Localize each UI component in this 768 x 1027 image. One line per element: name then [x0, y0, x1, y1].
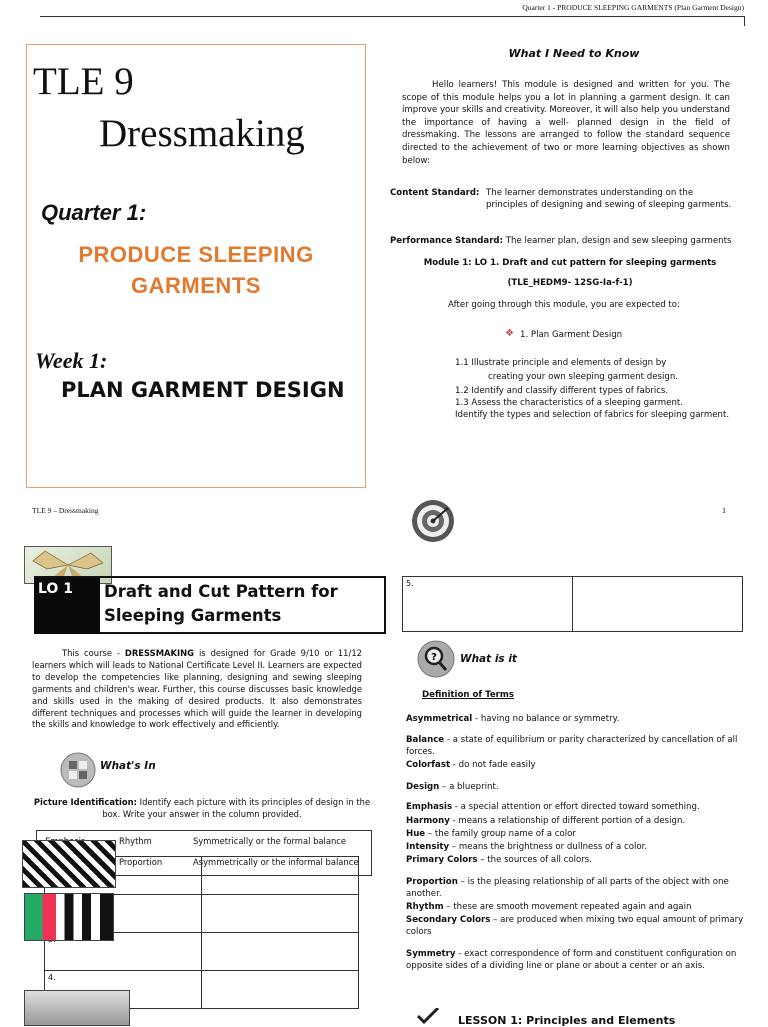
definition-term: Colorfast: [406, 760, 451, 770]
definition-separator: –: [490, 915, 501, 925]
target-icon: [410, 498, 456, 544]
objectives-intro: After going through this module, you are expected to:: [448, 300, 680, 310]
objective-1-1-line1: 1.1 Illustrate principle and elements of design by: [455, 358, 667, 368]
content-standard-text: The learner demonstrates understanding on the principles of designing and sewing of sleeping garments.: [486, 188, 732, 210]
cover-title-line2: GARMENTS: [131, 273, 261, 298]
header-rule: [40, 16, 745, 17]
definition-text: the sources of all colors.: [487, 855, 592, 865]
running-header: [0, 0, 768, 30]
zebra-flower-image: [24, 893, 114, 941]
definition-text: the family group name of a color: [434, 829, 576, 839]
objective-1-3: 1.3 Assess the characteristics of a sleeping garment.: [455, 398, 683, 408]
module-title: Module 1: LO 1. Draft and cut pattern for sleeping garments: [423, 258, 717, 268]
definition-term: Asymmetrical: [406, 714, 473, 724]
objective-1-4: Identify the types and selection of fabrics for sleeping garment.: [455, 410, 730, 420]
answer-cell[interactable]: [573, 577, 743, 632]
definition-item: [406, 781, 744, 793]
content-standard-label: Content Standard:: [390, 188, 480, 198]
cover-title: [27, 239, 365, 301]
definition-term: Hue: [406, 829, 426, 839]
choice-rhythm: Rhythm: [119, 836, 152, 846]
definition-separator: –: [449, 842, 459, 852]
lo-title: Draft and Cut Pattern for Sleeping Garments: [104, 582, 338, 625]
performance-standard: [390, 236, 731, 246]
definition-text: a state of equilibrium or parity characterized by cancellation of all forces.: [406, 735, 738, 757]
definition-term: Balance: [406, 735, 445, 745]
definition-separator: –: [477, 855, 488, 865]
definition-separator: -: [450, 760, 459, 770]
pattern-image: [22, 840, 116, 888]
answer-table-continued: [402, 576, 743, 632]
running-title: Quarter 1 - PRODUCE SLEEPING GARMENTS (Plan Garment Design): [522, 3, 744, 12]
cover-week-title: PLAN GARMENT DESIGN: [61, 378, 345, 402]
definition-text: a special attention or effort directed toward something.: [460, 802, 700, 812]
objective-1-2: 1.2 Identify and classify different types of fabrics.: [455, 386, 669, 396]
definition-separator: –: [425, 829, 435, 839]
definition-text: do not fade easily: [458, 760, 536, 770]
footer-course: TLE 9 – Dressmaking: [32, 506, 99, 515]
definition-item: [406, 713, 744, 725]
picture-identification-instructions: [32, 796, 372, 820]
objective-1: 1. Plan Garment Design: [520, 330, 623, 340]
picture-identification-label: Picture Identification:: [33, 797, 137, 807]
objective-bullet-icon: ❖: [505, 328, 514, 339]
checkmark-icon: [414, 1008, 442, 1024]
section-heading-need-to-know: What I Need to Know: [508, 47, 640, 60]
cover-quarter: Quarter 1:: [41, 200, 147, 225]
choice-proportion: Proportion: [119, 857, 163, 867]
definition-text: are produced when mixing two equal amount of primary colors: [406, 915, 744, 937]
definition-item: [406, 801, 744, 813]
magnifier-icon: [417, 640, 455, 678]
puzzle-icon: [60, 752, 96, 788]
definition-text: a blueprint.: [449, 782, 499, 792]
cover-week: Week 1:: [35, 348, 108, 373]
cover-subject: TLE 9: [33, 60, 134, 103]
intro-paragraph: Hello learners! This module is designed and written for you. The scope of this module helps you a lot in planning a garment design. It can improve your skills and creativity. Moreover, it will also help you understand the importance of having a well- planned design in the field of dressmaking. The lessons are arranged to follow the standard sequence directed to the achievement of two or more learning objectives as shown below:: [402, 80, 730, 166]
definition-term: Emphasis: [406, 802, 453, 812]
header-rule-corner: [744, 16, 745, 26]
definition-term: Primary Colors: [406, 855, 478, 865]
definition-item: [406, 876, 744, 900]
definition-separator: -: [452, 802, 461, 812]
definition-text: these are smooth movement repeated again and again: [453, 902, 692, 912]
definition-text: means a relationship of different portion of a design.: [458, 816, 686, 826]
picture-cell: 4.: [45, 971, 202, 1009]
table-row: [403, 577, 743, 632]
definition-item: [406, 828, 744, 840]
definition-separator: -: [444, 735, 453, 745]
section-heading-whats-in: What's In: [100, 760, 156, 772]
definition-term: Proportion: [406, 877, 458, 887]
definition-item: [406, 948, 744, 972]
cover-title-line1: PRODUCE SLEEPING: [78, 242, 314, 267]
definition-text: means the brightness or dullness of a color.: [458, 842, 648, 852]
definition-term: Rhythm: [406, 902, 444, 912]
definition-item: [406, 815, 744, 827]
section-heading-what-is-it: What is it: [460, 653, 517, 665]
picture-cell: 5.: [403, 577, 573, 632]
definition-item: [406, 914, 744, 938]
definition-separator: –: [443, 902, 454, 912]
cover-box: [26, 44, 366, 488]
course-description: [32, 648, 362, 731]
fan-image: [24, 990, 130, 1026]
definition-of-terms-heading: Definition of Terms: [422, 690, 514, 700]
definition-term: Secondary Colors: [406, 915, 491, 925]
definition-separator: -: [449, 816, 459, 826]
course-description-pre: This course -: [62, 648, 125, 658]
definition-term: Harmony: [406, 816, 450, 826]
answer-cell[interactable]: [202, 857, 359, 895]
lesson-heading: LESSON 1: Principles and Elements: [458, 1014, 676, 1027]
definition-item: [406, 901, 744, 913]
definition-separator: –: [439, 782, 450, 792]
page-number: 1: [722, 506, 726, 515]
definition-separator: –: [457, 877, 468, 887]
cover-course: Dressmaking: [99, 112, 305, 155]
definition-item: [406, 734, 744, 758]
definition-text: exact correspondence of form and constituent configuration on opposite sides of a dividing line or plane or about a center or an axis.: [406, 949, 737, 971]
course-name: DRESSMAKING: [124, 648, 195, 658]
definition-term: Symmetry: [406, 949, 456, 959]
answer-cell[interactable]: [202, 895, 359, 933]
definition-separator: -: [455, 949, 465, 959]
objective-1-1-line2: creating your own sleeping garment design.: [488, 372, 678, 382]
performance-standard-text: The learner plan, design and sew sleeping garments: [503, 236, 732, 246]
answer-cell[interactable]: [202, 933, 359, 971]
definition-text: having no balance or symmetry.: [480, 714, 620, 724]
module-code: (TLE_HEDM9- 12SG-Ia-f-1): [507, 278, 633, 288]
picture-identification-text: Identify each picture with its principles of design in the box. Write your answer in the column provided.: [102, 797, 371, 819]
choice-informal-balance: Asymmetrically or the informal balance: [193, 857, 359, 867]
svg-text:?: ?: [431, 652, 437, 663]
choice-formal-balance: Symmetrically or the formal balance: [193, 836, 347, 846]
lo-tag: LO 1: [34, 578, 100, 634]
course-description-body: is designed for Grade 9/10 or 11/12 learners which will leads to National Certificate Level II. Learners are expected to develop the competencies like planning, designing and sewing sleeping garments and children's wear. Further, this course discusses basic knowledge and skills used in the making of desired products. It also demonstrates different techniques and processes which will guide the learner in developing the skills and knowledge to work effectively and efficiently.: [32, 648, 362, 730]
definition-item: [406, 854, 744, 866]
definition-text: is the pleasing relationship of all parts of the object with one another.: [406, 877, 729, 899]
definition-term: Design: [406, 782, 440, 792]
definition-term: Intensity: [406, 842, 450, 852]
answer-cell[interactable]: [202, 971, 359, 1009]
performance-standard-label: Performance Standard:: [390, 236, 504, 246]
definition-item: [406, 759, 744, 771]
definition-separator: -: [472, 714, 481, 724]
definition-item: [406, 841, 744, 853]
